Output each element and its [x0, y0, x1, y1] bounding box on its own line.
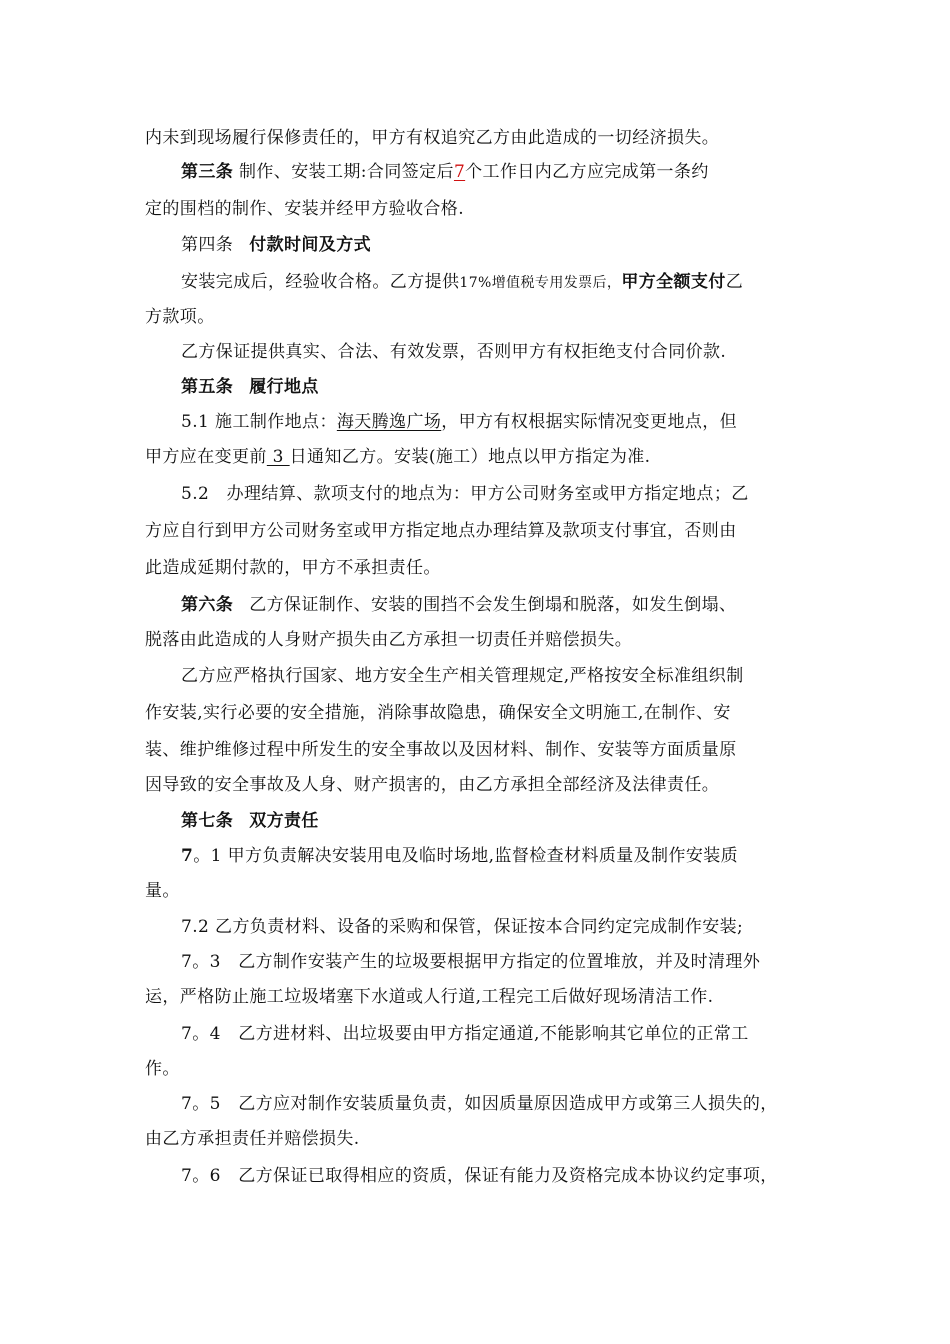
article-5-title: 第五条 [181, 377, 234, 397]
text: 乙方保证制作、安装的围挡不会发生倒塌和脱落，如发生倒塌、 [249, 595, 737, 615]
paragraph-line [145, 703, 731, 723]
paragraph-line [181, 1094, 778, 1114]
paragraph-line [181, 484, 749, 504]
article-6-line [181, 595, 736, 615]
notice-days-value: 3 [266, 447, 290, 467]
text: 。1 甲方负责解决安装用电及临时场地,监督检查材料质量及制作安装质 [193, 846, 739, 866]
text: 方款项。 [145, 307, 215, 327]
text: 5.1 施工制作地点： [181, 412, 337, 432]
article-4-heading [181, 235, 371, 255]
paragraph-line [145, 775, 719, 795]
article-7-heading-text: 双方责任 [249, 811, 319, 831]
article-3-line [181, 162, 709, 182]
text: 作。 [145, 1059, 180, 1079]
text: 7。4 乙方进材料、出垃圾要由甲方指定通道,不能影响其它单位的正常工 [181, 1024, 749, 1044]
article-5-heading-text: 履行地点 [249, 377, 319, 397]
paragraph-line [181, 412, 737, 432]
text: 7。3 乙方制作安装产生的垃圾要根据甲方指定的位置堆放，并及时清理外 [181, 952, 761, 972]
paragraph-line [181, 272, 743, 293]
article-3-title: 第三条 [181, 162, 234, 182]
text: 乙 [725, 272, 744, 292]
paragraph-line [145, 630, 632, 650]
paragraph-line [145, 881, 180, 901]
construction-location: 海天腾逸广场 [336, 412, 442, 432]
text: 由乙方承担责任并赔偿损失. [145, 1129, 360, 1149]
text: ，甲方有权根据实际情况变更地点，但 [441, 412, 738, 432]
text: 日通知乙方。安装(施工）地点以甲方指定为准. [289, 447, 651, 467]
text: 制作、安装工期:合同签定后 [233, 162, 454, 182]
text: 7.2 乙方负责材料、设备的采购和保管，保证按本合同约定完成制作安装; [181, 917, 744, 937]
paragraph-line [181, 952, 760, 972]
text: 5.2 办理结算、款项支付的地点为：甲方公司财务室或甲方指定地点；乙 [181, 484, 749, 504]
text: 运，严格防止施工垃圾堵塞下水道或人行道,工程完工后做好现场清洁工作. [145, 987, 714, 1007]
paragraph-line [145, 307, 215, 327]
work-days-value: 7 [453, 162, 466, 182]
text: 个工作日内乙方应完成第一条约 [465, 162, 709, 182]
text: 量。 [145, 881, 180, 901]
paragraph-line [181, 846, 738, 866]
paragraph-line [145, 128, 719, 148]
paragraph-line [181, 1166, 778, 1186]
article-5-heading [181, 377, 319, 397]
article-4-heading-text: 付款时间及方式 [249, 235, 372, 255]
paragraph-line [181, 342, 726, 362]
text: 此造成延期付款的，甲方不承担责任。 [145, 558, 441, 578]
article-7-heading [181, 811, 319, 831]
text: 因导致的安全事故及人身、财产损害的，由乙方承担全部经济及法律责任。 [145, 775, 720, 795]
paragraph-line [145, 1129, 360, 1149]
article-4-title: 第四条 [181, 235, 234, 255]
text: 作安装,实行必要的安全措施，消除事故隐患，确保安全文明施工,在制作、安 [145, 703, 731, 723]
text: 内未到现场履行保修责任的，甲方有权追究乙方由此造成的一切经济损失。 [145, 128, 720, 148]
article-6-title: 第六条 [181, 595, 234, 615]
paragraph-line [145, 447, 650, 467]
paragraph-line [145, 521, 737, 541]
paragraph-line [145, 987, 713, 1007]
text: 甲方应在变更前 [145, 447, 267, 467]
text: 方应自行到甲方公司财务室或甲方指定地点办理结算及款项支付事宜，否则由 [145, 521, 737, 541]
text: 装、维护维修过程中所发生的安全事故以及因材料、制作、安装等方面质量原 [145, 740, 737, 760]
text: 17%增值税专用发票后， [459, 275, 622, 291]
paragraph-line [181, 917, 743, 937]
clause-number: 7 [181, 846, 194, 866]
text: 安装完成后，经验收合格。乙方提供 [181, 272, 460, 292]
text: 乙方保证提供真实、合法、有效发票，否则甲方有权拒绝支付合同价款. [181, 342, 727, 362]
text: 7。6 乙方保证已取得相应的资质，保证有能力及资格完成本协议约定事项， [181, 1166, 778, 1186]
paragraph-line [145, 1059, 180, 1079]
text: 甲方全额支付 [621, 272, 726, 292]
paragraph-line [181, 1024, 749, 1044]
text: 乙方应严格执行国家、地方安全生产相关管理规定,严格按安全标准组织制 [181, 666, 744, 686]
paragraph-line [145, 740, 737, 760]
paragraph-line [181, 666, 744, 686]
paragraph-line [145, 199, 464, 219]
text: 脱落由此造成的人身财产损失由乙方承担一切责任并赔偿损失。 [145, 630, 633, 650]
article-7-title: 第七条 [181, 811, 234, 831]
paragraph-line [145, 558, 441, 578]
text: 定的围档的制作、安装并经甲方验收合格. [145, 199, 465, 219]
text: 7。5 乙方应对制作安装质量负责，如因质量原因造成甲方或第三人损失的， [181, 1094, 778, 1114]
